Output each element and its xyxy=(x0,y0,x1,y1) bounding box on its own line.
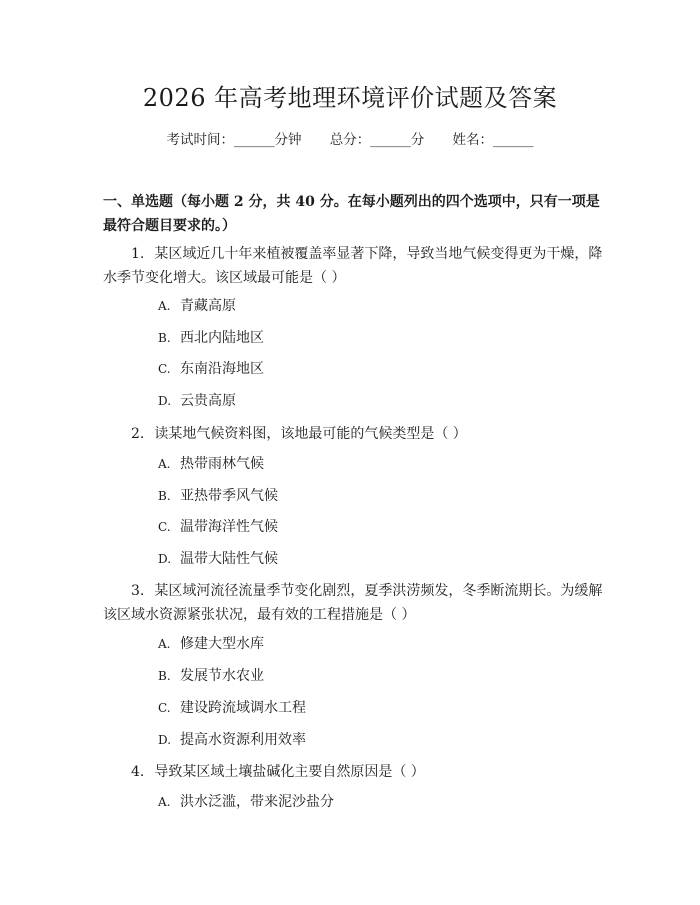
option-3c xyxy=(158,698,306,718)
question-number: 4. xyxy=(131,764,145,780)
option-letter: B. xyxy=(158,331,171,345)
option-3b xyxy=(158,666,264,686)
option-letter: D. xyxy=(158,552,172,566)
option-letter: C. xyxy=(158,520,171,534)
option-text: 温带海洋性气候 xyxy=(180,519,278,535)
question-text: 读某地气候资料图，该地最可能的气候类型是（ ） xyxy=(154,426,467,442)
exam-time: 考试时间：______分钟 xyxy=(166,132,302,148)
question-text: 某区域近几十年来植被覆盖率显著下降，导致当地气候变得更为干燥，降水季节变化增大。该区域最可能是（ ） xyxy=(103,246,603,286)
option-text: 修建大型水库 xyxy=(180,636,264,652)
option-text: 东南沿海地区 xyxy=(180,361,264,377)
option-letter: D. xyxy=(158,733,172,747)
option-4a xyxy=(158,792,334,812)
option-1a xyxy=(158,296,236,316)
question-number: 2. xyxy=(131,426,145,442)
option-letter: A. xyxy=(158,299,171,313)
question-3 xyxy=(103,579,603,627)
option-2c xyxy=(158,517,278,537)
option-letter: D. xyxy=(158,394,172,408)
question-number: 3. xyxy=(131,583,145,599)
exam-meta xyxy=(0,130,700,150)
question-2 xyxy=(103,422,603,446)
option-letter: B. xyxy=(158,669,171,683)
option-text: 建设跨流域调水工程 xyxy=(180,700,306,716)
option-2a xyxy=(158,454,264,474)
option-1b xyxy=(158,328,264,348)
option-text: 洪水泛滥，带来泥沙盐分 xyxy=(180,794,334,810)
option-text: 发展节水农业 xyxy=(180,668,264,684)
option-text: 亚热带季风气候 xyxy=(180,488,278,504)
option-letter: C. xyxy=(158,701,171,715)
question-4 xyxy=(103,760,603,784)
option-text: 温带大陆性气候 xyxy=(180,551,278,567)
option-3a xyxy=(158,634,264,654)
option-2b xyxy=(158,486,278,506)
student-name: 姓名：______ xyxy=(452,132,534,148)
question-1 xyxy=(103,242,603,290)
section-heading: 一、单选题（每小题 2 分，共 40 分。在每小题列出的四个选项中，只有一项是最符合题目要求的。） xyxy=(103,194,600,234)
option-letter: A. xyxy=(158,795,171,809)
option-1d xyxy=(158,391,236,411)
option-letter: B. xyxy=(158,489,171,503)
question-text: 某区域河流径流量季节变化剧烈，夏季洪涝频发，冬季断流期长。为缓解该区域水资源紧张状况，最有效的工程措施是（ ） xyxy=(103,583,603,623)
option-letter: A. xyxy=(158,457,171,471)
option-1c xyxy=(158,359,264,379)
option-text: 云贵高原 xyxy=(180,393,236,409)
option-text: 青藏高原 xyxy=(180,298,236,314)
question-text: 导致某区域土壤盐碱化主要自然原因是（ ） xyxy=(154,764,425,780)
exam-score: 总分：______分 xyxy=(329,132,425,148)
option-2d xyxy=(158,549,278,569)
page-title: 2026 年高考地理环境评价试题及答案 xyxy=(142,84,558,112)
option-3d xyxy=(158,730,306,750)
option-letter: A. xyxy=(158,637,171,651)
option-letter: C. xyxy=(158,362,171,376)
option-text: 西北内陆地区 xyxy=(180,330,264,346)
question-number: 1. xyxy=(131,246,145,262)
option-text: 热带雨林气候 xyxy=(180,456,264,472)
option-text: 提高水资源利用效率 xyxy=(180,732,306,748)
